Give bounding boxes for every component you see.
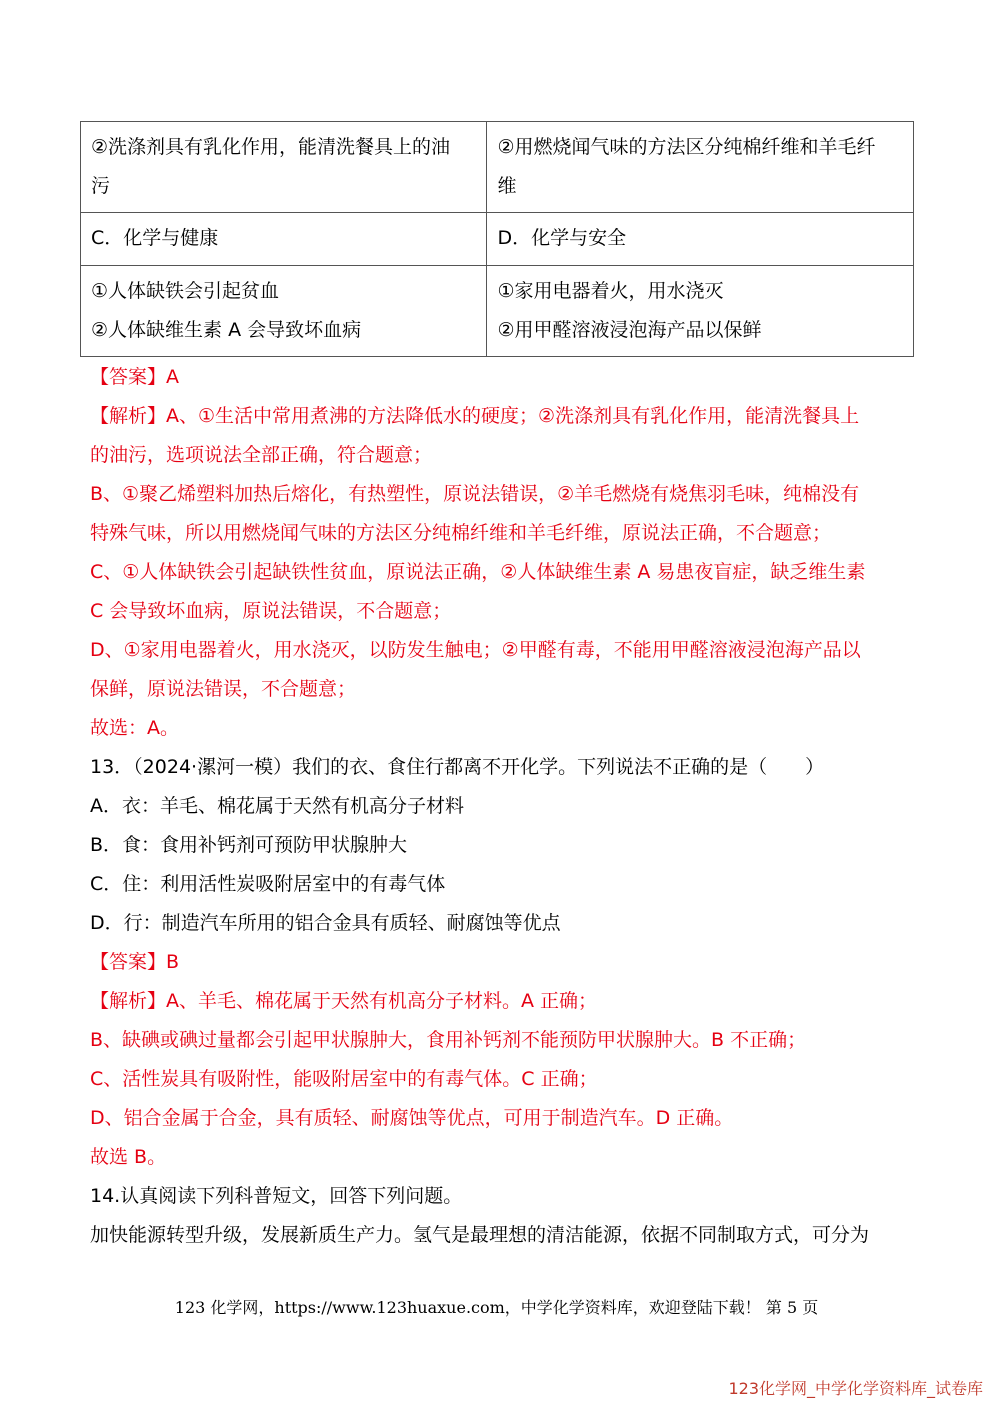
- analysis-line: B、①聚乙烯塑料加热后熔化，有热塑性，原说法错误，②羊毛燃烧有烧焦羽毛味，纯棉没有: [90, 483, 860, 505]
- analysis-line: 【解析】A、羊毛、棉花属于天然有机高分子材料。A 正确；: [90, 990, 598, 1012]
- table-row: [81, 213, 914, 266]
- passage-line: 加快能源转型升级，发展新质生产力。氢气是最理想的清洁能源，依据不同制取方式，可分为: [90, 1224, 870, 1246]
- table-cell: [81, 266, 487, 357]
- option-d: D．行：制造汽车所用的铝合金具有质轻、耐腐蚀等优点: [90, 912, 561, 934]
- analysis-line: C、活性炭具有吸附性，能吸附居室中的有毒气体。C 正确；: [90, 1068, 598, 1090]
- analysis-line: 特殊气味，所以用燃烧闻气味的方法区分纯棉纤维和羊毛纤维，原说法正确，不合题意；: [90, 522, 832, 544]
- cell-text: ②洗涤剂具有乳化作用，能清洗餐具上的油: [91, 136, 451, 158]
- question-stem: 13．（2024·漯河一模）我们的衣、食住行都离不开化学。下列说法不正确的是（ ）: [90, 756, 825, 778]
- analysis-line: D、①家用电器着火，用水浇灭，以防发生触电；②甲醛有毒，不能用甲醛溶液浸泡海产品以: [90, 639, 861, 661]
- options-table: [80, 121, 914, 357]
- answer-line: 【答案】A: [90, 366, 179, 388]
- analysis-line: D、铝合金属于合金，具有质轻、耐腐蚀等优点，可用于制造汽车。D 正确。: [90, 1107, 734, 1129]
- cell-text: 污: [91, 175, 111, 197]
- cell-text: 维: [497, 175, 517, 197]
- analysis-line: 【解析】A、①生活中常用煮沸的方法降低水的硬度；②洗涤剂具有乳化作用，能清洗餐具上: [90, 405, 860, 427]
- answer-line: 【答案】B: [90, 951, 180, 973]
- question-stem: 14.认真阅读下列科普短文，回答下列问题。: [90, 1185, 463, 1207]
- option-b: B．食：食用补钙剂可预防甲状腺肿大: [90, 834, 408, 856]
- cell-heading: D．化学与安全: [497, 227, 627, 249]
- table-cell: [81, 213, 487, 266]
- cell-text: ②用燃烧闻气味的方法区分纯棉纤维和羊毛纤: [497, 136, 876, 158]
- analysis-line: C、①人体缺铁会引起缺铁性贫血，原说法正确，②人体缺维生素 A 易患夜盲症，缺乏维生素: [90, 561, 866, 583]
- table-cell: [487, 266, 914, 357]
- table-row: [81, 266, 914, 357]
- site-watermark: 123化学网_中学化学资料库_试卷库: [728, 1379, 983, 1398]
- table-row: [81, 122, 914, 213]
- table-cell: [487, 122, 914, 213]
- cell-heading: C．化学与健康: [91, 227, 219, 249]
- analysis-line: 的油污，选项说法全部正确，符合题意；: [90, 444, 433, 466]
- analysis-line: 保鲜，原说法错误，不合题意；: [90, 678, 357, 700]
- option-a: A．衣：羊毛、棉花属于天然有机高分子材料: [90, 795, 464, 817]
- table-cell: [487, 213, 914, 266]
- page-footer: 123 化学网，https://www.123huaxue.com，中学化学资料库，欢迎登陆下载！ 第 5 页: [174, 1298, 819, 1317]
- cell-text: ②用甲醛溶液浸泡海产品以保鲜: [497, 319, 762, 341]
- conclusion-line: 故选 B。: [90, 1146, 167, 1168]
- analysis-line: C 会导致坏血病，原说法错误，不合题意；: [90, 600, 452, 622]
- cell-text: ①家用电器着火，用水浇灭: [497, 280, 724, 302]
- cell-text: ①人体缺铁会引起贫血: [91, 280, 280, 302]
- table-cell: [81, 122, 487, 213]
- page-content: [90, 358, 905, 1255]
- conclusion-line: 故选：A。: [90, 717, 179, 739]
- analysis-line: B、缺碘或碘过量都会引起甲状腺肿大，食用补钙剂不能预防甲状腺肿大。B 不正确；: [90, 1029, 807, 1051]
- cell-text: ②人体缺维生素 A 会导致坏血病: [91, 319, 362, 341]
- option-c: C．住：利用活性炭吸附居室中的有毒气体: [90, 873, 446, 895]
